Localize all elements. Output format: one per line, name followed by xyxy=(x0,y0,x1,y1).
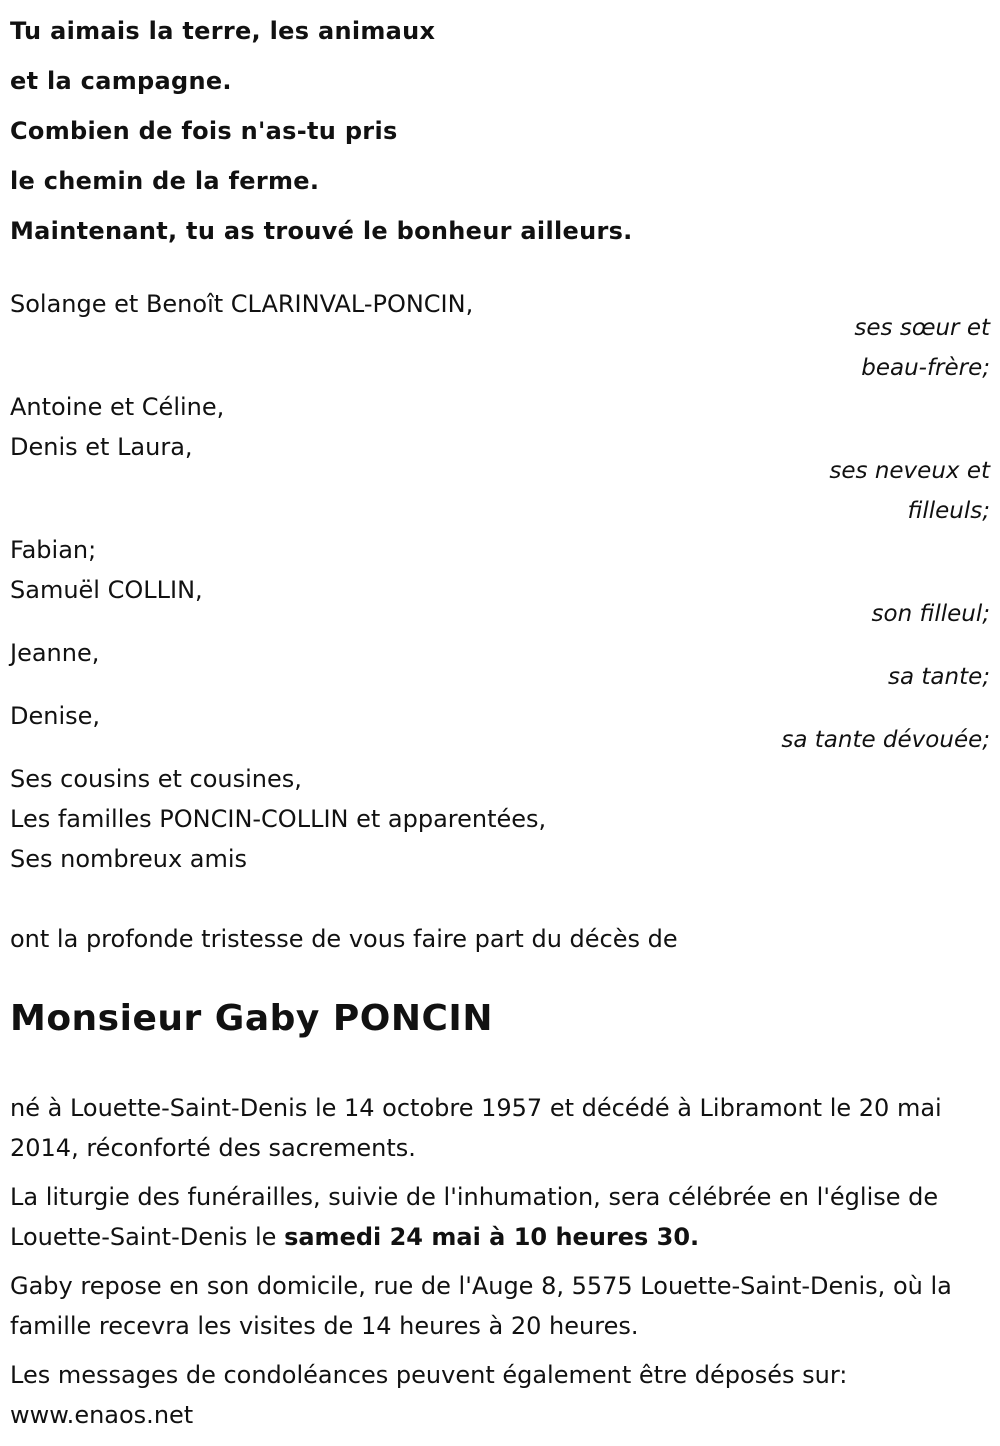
condolences-text: Les messages de condoléances peuvent également être déposés sur: xyxy=(10,1361,848,1389)
family-sister-relation-1: ses sœur et xyxy=(854,315,990,341)
obituary-notice xyxy=(10,0,990,1446)
family-jeanne-name: Jeanne, xyxy=(10,639,100,667)
poem-line-5: Maintenant, tu as trouvé le bonheur ailleurs. xyxy=(10,217,633,245)
birth-death-paragraph: né à Louette-Saint-Denis le 14 octobre 1957 et décédé à Libramont le 20 mai 2014, réconforté des sacrements. xyxy=(10,1094,942,1162)
funeral-date: samedi 24 mai à 10 heures 30. xyxy=(284,1223,700,1251)
family-godson-relation: son filleul; xyxy=(871,601,990,627)
family-sister-relation-2: beau-frère; xyxy=(861,355,990,381)
family-sister-name: Solange et Benoît CLARINVAL-PONCIN, xyxy=(10,290,474,318)
family-nephews-relation-1: ses neveux et xyxy=(829,458,990,484)
family-godson-name: Samuël COLLIN, xyxy=(10,576,203,604)
poem-line-2: et la campagne. xyxy=(10,67,232,95)
family-nephew-name-1: Antoine et Céline, xyxy=(10,393,225,421)
announcement-intro: ont la profonde tristesse de vous faire part du décès de xyxy=(10,925,678,953)
family-fabian-name: Fabian; xyxy=(10,536,97,564)
poem xyxy=(10,6,990,256)
repose-paragraph: Gaby repose en son domicile, rue de l'Auge 8, 5575 Louette-Saint-Denis, où la famille recevra les visites de 14 heures à 20 heures. xyxy=(10,1272,952,1340)
family-others-line-3: Ses nombreux amis xyxy=(10,845,248,873)
family-nephews-relation-2: filleuls; xyxy=(907,498,990,524)
condolences-paragraph xyxy=(10,1355,985,1435)
poem-line-1: Tu aimais la terre, les animaux xyxy=(10,17,436,45)
family-others-line-2: Les familles PONCIN-COLLIN et apparentées, xyxy=(10,805,547,833)
deceased-name: Monsieur Gaby PONCIN xyxy=(10,998,493,1039)
poem-line-4: le chemin de la ferme. xyxy=(10,167,320,195)
family-denise-name: Denise, xyxy=(10,702,101,730)
funeral-paragraph xyxy=(10,1177,985,1257)
funeral-text: La liturgie des funérailles, suivie de l'inhumation, sera célébrée en l'église de Louette-Saint-Denis le xyxy=(10,1183,939,1251)
family-nephew-name-2: Denis et Laura, xyxy=(10,433,193,461)
family-jeanne-relation: sa tante; xyxy=(888,664,990,690)
family-others-line-1: Ses cousins et cousines, xyxy=(10,765,302,793)
condolences-link[interactable]: www.enaos.net xyxy=(10,1401,194,1429)
family-denise-relation: sa tante dévouée; xyxy=(781,727,990,753)
poem-line-3: Combien de fois n'as-tu pris xyxy=(10,117,398,145)
